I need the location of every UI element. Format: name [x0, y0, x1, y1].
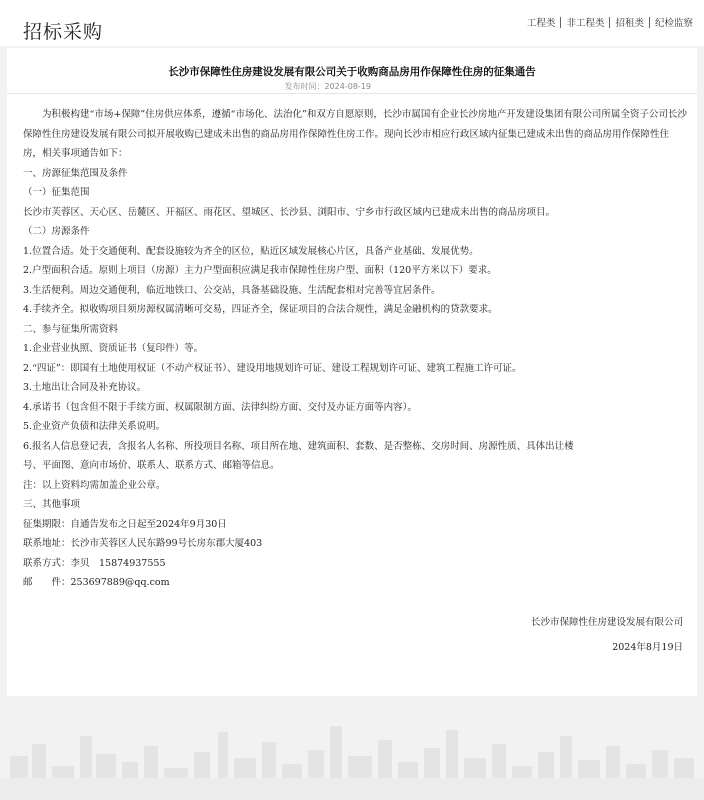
site-header — [0, 0, 704, 46]
notice-panel — [7, 48, 697, 696]
top-nav — [524, 15, 696, 29]
body-line: 4.手续齐全。拟收购项目须房源权属清晰可交易，四证齐全，保证项目的合法合规性，满足金融机构的贷款要求。 — [23, 304, 498, 315]
subsection-heading: （二）房源条件 — [23, 226, 90, 237]
body-line: 2.户型面积合适。原则上项目（房源）主力户型面积应满足我市保障性住房户型、面积（120平方米以下）要求。 — [23, 265, 497, 276]
nav-link-engineering[interactable]: 工程类 — [526, 18, 556, 29]
section-heading: 一、房源征集范围及条件 — [23, 167, 128, 179]
notice-body — [23, 105, 687, 593]
body-line: 1.位置合适。处于交通便利、配套设施较为齐全的区位，贴近区域发展核心片区，具备产业基础、发展优势。 — [23, 245, 479, 257]
nav-separator — [609, 17, 610, 28]
body-line: 2.“四证”：即国有土地使用权证（不动产权证书）、建设用地规划许可证、建设工程规划许可证、建筑工程施工许可证。 — [23, 362, 522, 374]
notice-title: 长沙市保障性住房建设发展有限公司关于收购商品房用作保障性住房的征集通告 — [168, 66, 536, 78]
section-heading: 三、其他事项 — [23, 499, 81, 510]
body-line: 长沙市芙蓉区、天心区、岳麓区、开福区、雨花区、望城区、长沙县、浏阳市、宁乡市行政区域内已建成未出售的商品房项目。 — [23, 206, 556, 218]
city-skyline-decoration — [0, 696, 704, 800]
subsection-heading: （一）征集范围 — [23, 187, 90, 198]
body-line: 1.企业营业执照、资质证书（复印件）等。 — [23, 343, 204, 354]
body-line: 5.企业资产负债和法律关系说明。 — [23, 421, 166, 432]
site-title: 招标采购 — [23, 21, 104, 43]
note-line: 注：以上资料均需加盖企业公章。 — [23, 479, 166, 491]
body-line: 3.土地出让合同及补充协议。 — [23, 382, 147, 393]
body-line: 3.生活便利。周边交通便利，临近地铁口、公交站，具备基础设施、生活配套相对完善等宜居条件。 — [23, 284, 441, 296]
signature-org: 长沙市保障性住房建设发展有限公司 — [530, 617, 683, 628]
title-divider — [7, 93, 697, 94]
body-line: 4.承诺书（包含但不限于手续方面、权属限制方面、法律纠纷方面、交付及办证方面等内容）。 — [23, 401, 417, 413]
publish-label: 发布时间： — [284, 82, 325, 91]
signature-date: 2024年8月19日 — [612, 642, 683, 653]
nav-link-discipline[interactable]: 纪检监察 — [654, 18, 693, 29]
intro-paragraph: 为积极构建“市场+保障”住房供应体系，遵循“市场化、法治化”和双方自愿原则，长沙市属国有企业长沙房地产开发建设集团有限公司所属全资子公司长沙保障性住房建设发展有限公司拟开展收购已建成未出售的商品房用作保障性住房工作。现向长沙市相应行政区域内征集已建成未出售的商品房用作保障性住房，相关事项通告如下： — [23, 109, 687, 159]
nav-link-leasing[interactable]: 招租类 — [615, 18, 644, 29]
email-line: 邮 件：253697889@qq.com — [23, 577, 170, 588]
nav-link-non-engineering[interactable]: 非工程类 — [566, 18, 605, 29]
publish-time — [285, 81, 372, 92]
section-heading: 二、参与征集所需资料 — [23, 323, 119, 335]
deadline-line: 征集期限：自通告发布之日起至2024年9月30日 — [23, 518, 227, 530]
nav-separator — [560, 17, 561, 28]
contact-line: 联系方式：李贝 15874937555 — [23, 557, 166, 569]
nav-separator — [649, 17, 650, 28]
publish-date: 2024-08-19 — [324, 82, 371, 91]
body-line: 号、平面图、意向市场价、联系人、联系方式、邮箱等信息。 — [23, 460, 280, 471]
address-line: 联系地址：长沙市芙蓉区人民东路99号长房东郡大厦403 — [23, 538, 263, 549]
body-line: 6.报名人信息登记表，含报名人名称、所投项目名称、项目所在地、建筑面积、套数、是否整栋、交房时间、房源性质、具体出让楼 — [23, 440, 574, 452]
